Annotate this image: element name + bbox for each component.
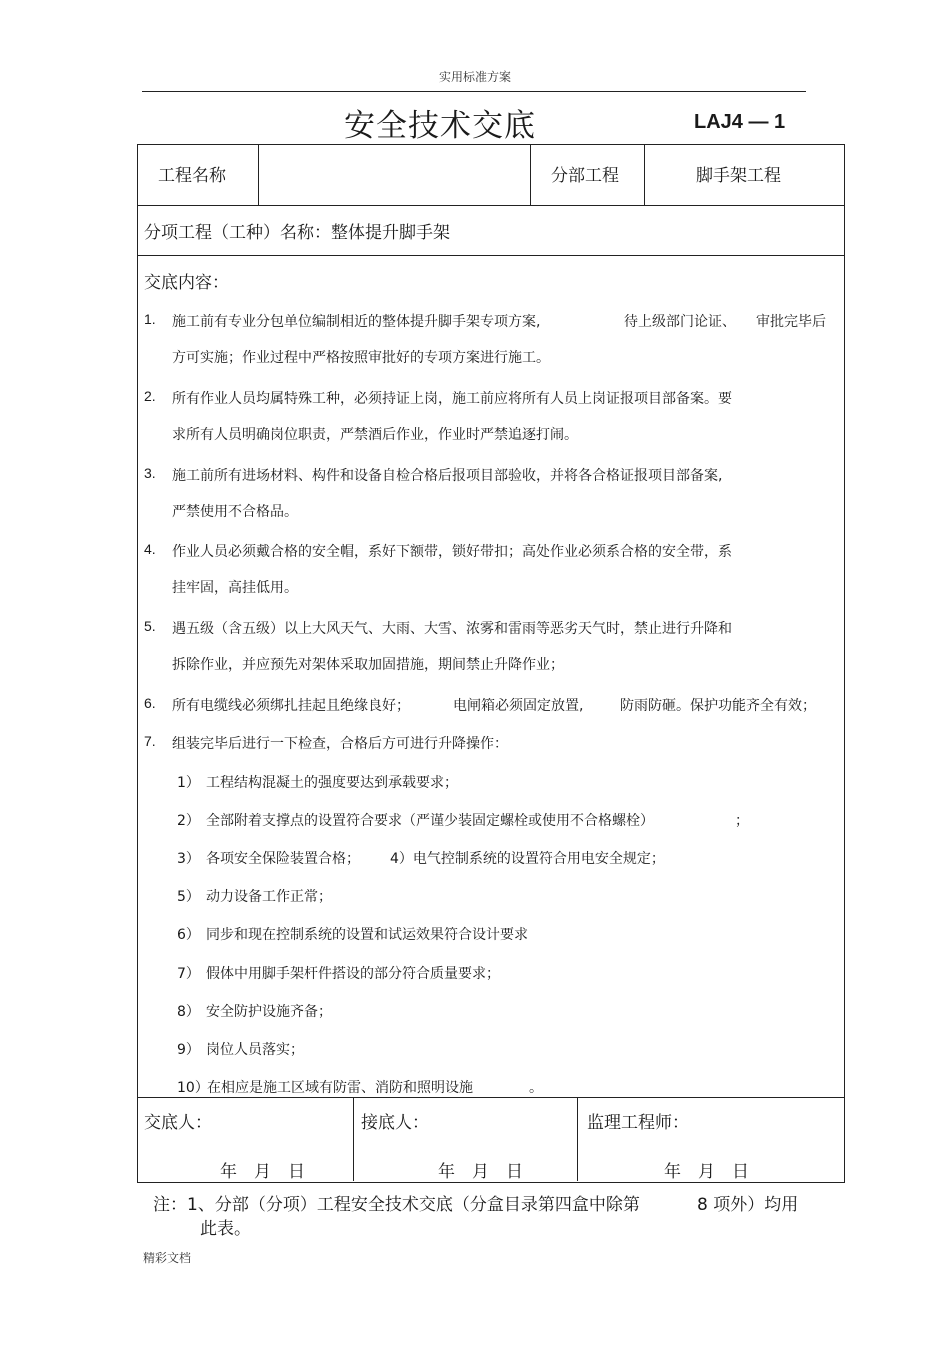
table-divider-row2 bbox=[137, 255, 845, 256]
footnote: 此表。 bbox=[200, 1219, 251, 1239]
subitem-number: 5） bbox=[177, 889, 200, 905]
subitem-name: 分项工程（工种）名称：整体提升脚手架 bbox=[144, 223, 450, 243]
subitem-number: 7） bbox=[177, 966, 200, 982]
item-text: 防雨防砸。保护功能齐全有效； bbox=[620, 698, 816, 714]
subitem-text: 安全防护设施齐备； bbox=[206, 1004, 332, 1020]
document-title: 安全技术交底 bbox=[344, 108, 536, 144]
item-text: 遇五级（含五级）以上大风天气、大雨、大雪、浓雾和雷雨等恶劣天气时，禁止进行升降和 bbox=[172, 621, 732, 637]
footnote: 注：1、分部（分项）工程安全技术交底（分盒目录第四盒中除第 bbox=[153, 1195, 640, 1215]
subitem-number: 1） bbox=[177, 775, 200, 791]
item-text: 作业人员必须戴合格的安全帽，系好下额带，锁好带扣；高处作业必须系合格的安全带，系 bbox=[172, 544, 732, 560]
item-text: 所有作业人员均属特殊工种，必须持证上岗，施工前应将所有人员上岗证报项目部备案。要 bbox=[172, 391, 732, 407]
subitem-text: 全部附着支撑点的设置符合要求（严谨少装固定螺栓或使用不合格螺栓） bbox=[206, 813, 654, 829]
item-text: 施工前有专业分包单位编制相近的整体提升脚手架专项方案, bbox=[172, 314, 541, 330]
subitem-number: 8） bbox=[177, 1004, 200, 1020]
item-number: 6. bbox=[144, 695, 156, 711]
item-text: 严禁使用不合格品。 bbox=[172, 504, 298, 520]
supervisor-date: 年 月 日 bbox=[664, 1162, 749, 1182]
table-divider-signatures bbox=[137, 1097, 845, 1098]
discloser-label: 交底人： bbox=[144, 1113, 212, 1133]
table-col-divider-1 bbox=[258, 144, 259, 205]
division-value: 脚手架工程 bbox=[696, 166, 781, 186]
receiver-label: 接底人： bbox=[361, 1113, 429, 1133]
page-footer: 精彩文档 bbox=[143, 1251, 192, 1265]
discloser-date: 年 月 日 bbox=[220, 1162, 305, 1182]
subitem-text: 同步和现在控制系统的设置和试运效果符合设计要求 bbox=[206, 927, 528, 943]
content-label: 交底内容： bbox=[144, 273, 229, 293]
footnote: 8 项外）均用 bbox=[697, 1195, 799, 1215]
item-text: 求所有人员明确岗位职责，严禁酒后作业，作业时严禁追逐打闹。 bbox=[172, 427, 578, 443]
subitem-text: 4）电气控制系统的设置符合用电安全规定； bbox=[390, 851, 665, 867]
item-number: 3. bbox=[144, 465, 156, 481]
item-text: 组装完毕后进行一下检查，合格后方可进行升降操作： bbox=[172, 736, 508, 752]
subitem-number: 2） bbox=[177, 813, 200, 829]
header-divider bbox=[142, 91, 806, 92]
item-number: 1. bbox=[144, 311, 156, 327]
item-text: 所有电缆线必须绑扎挂起且绝缘良好； bbox=[172, 698, 410, 714]
item-text: 挂牢固，高挂低用。 bbox=[172, 580, 298, 596]
subitem-tail: ； bbox=[735, 813, 749, 829]
subitem-number: 10） bbox=[177, 1080, 209, 1096]
subitem-text: 动力设备工作正常； bbox=[206, 889, 332, 905]
subitem-number: 3） bbox=[177, 851, 200, 867]
receiver-date: 年 月 日 bbox=[438, 1162, 523, 1182]
subitem-text: 工程结构混凝土的强度要达到承载要求； bbox=[206, 775, 458, 791]
subitem-text: 岗位人员落实； bbox=[206, 1042, 304, 1058]
item-text: 待上级部门论证、 bbox=[624, 314, 736, 330]
subitem-tail: 。 bbox=[529, 1080, 543, 1096]
table-col-divider-2 bbox=[530, 144, 531, 205]
signature-col-divider-2 bbox=[577, 1097, 578, 1181]
supervisor-label: 监理工程师： bbox=[587, 1113, 689, 1133]
item-text: 方可实施；作业过程中严格按照审批好的专项方案进行施工。 bbox=[172, 350, 550, 366]
subitem-text: 假体中用脚手架杆件搭设的部分符合质量要求； bbox=[206, 966, 500, 982]
subitem-text: 在相应是施工区域有防雷、消防和照明设施 bbox=[207, 1080, 473, 1096]
subitem-text: 各项安全保险装置合格； bbox=[206, 851, 360, 867]
signature-col-divider-1 bbox=[353, 1097, 354, 1181]
table-col-divider-3 bbox=[644, 144, 645, 205]
item-text: 拆除作业，并应预先对架体采取加固措施，期间禁止升降作业； bbox=[172, 657, 564, 673]
table-divider-row1 bbox=[137, 205, 845, 206]
project-name-label: 工程名称 bbox=[158, 166, 226, 186]
item-number: 7. bbox=[144, 733, 156, 749]
item-number: 2. bbox=[144, 388, 156, 404]
subitem-number: 9） bbox=[177, 1042, 200, 1058]
item-text: 施工前所有进场材料、构件和设备自检合格后报项目部验收，并将各合格证报项目部备案, bbox=[172, 468, 723, 484]
division-label: 分部工程 bbox=[551, 166, 619, 186]
page-header: 实用标准方案 bbox=[438, 70, 511, 84]
form-code: LAJ4 — 1 bbox=[694, 111, 786, 133]
item-number: 4. bbox=[144, 541, 156, 557]
subitem-number: 6） bbox=[177, 927, 200, 943]
item-text: 审批完毕后 bbox=[756, 314, 826, 330]
item-text: 电闸箱必须固定放置, bbox=[453, 698, 584, 714]
item-number: 5. bbox=[144, 618, 156, 634]
